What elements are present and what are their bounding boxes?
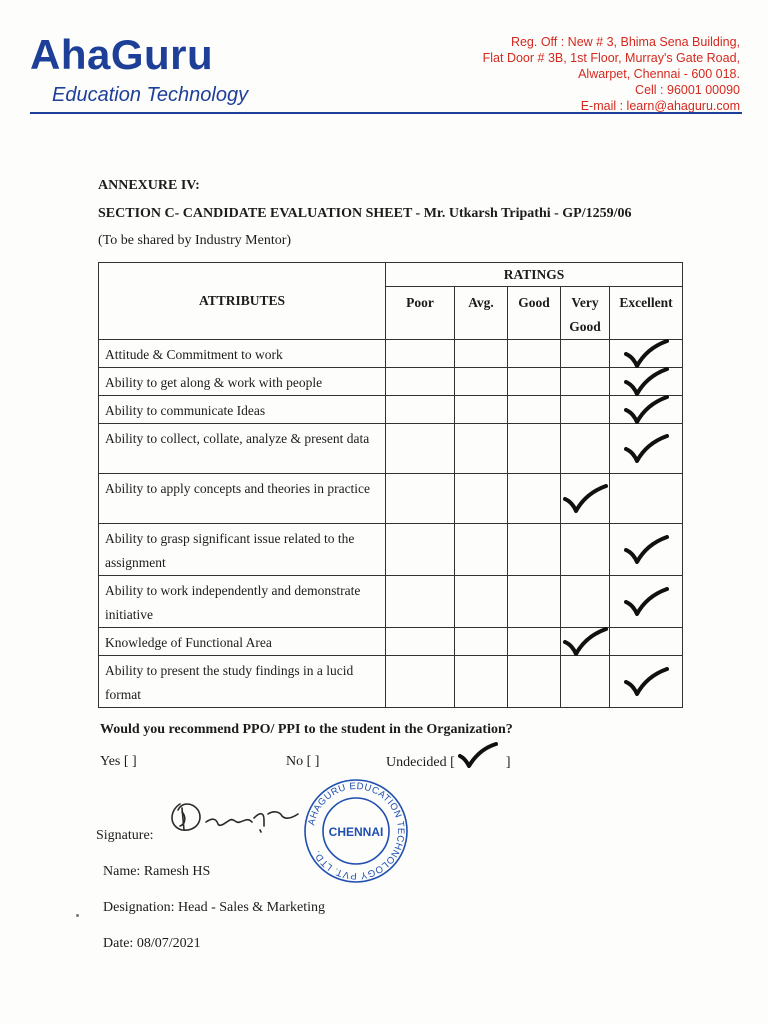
rating-cell xyxy=(455,656,508,708)
mentor-note: (To be shared by Industry Mentor) xyxy=(98,233,292,248)
rating-cell xyxy=(610,524,683,576)
table-row xyxy=(99,656,683,708)
seal-outer-text: AHAGURU EDUCATION TECHNOLOGY PVT. LTD. xyxy=(306,780,407,882)
rating-cell xyxy=(386,424,455,474)
rating-cell xyxy=(386,524,455,576)
table-row xyxy=(99,576,683,628)
annexure-heading: ANNEXURE IV: xyxy=(98,178,200,193)
rating-cell xyxy=(561,396,610,424)
attribute-label: Ability to get along & work with people xyxy=(99,368,386,396)
table-row xyxy=(99,474,683,524)
attribute-label: Knowledge of Functional Area xyxy=(99,628,386,656)
rating-cell xyxy=(561,576,610,628)
undecided-close: ] xyxy=(505,755,511,771)
check-mark-icon xyxy=(562,627,608,657)
rating-cell xyxy=(508,656,561,708)
rating-cell xyxy=(610,396,683,424)
attribute-label: Ability to apply concepts and theories in practice xyxy=(99,474,386,524)
rating-cell xyxy=(386,576,455,628)
rating-cell xyxy=(455,340,508,368)
rating-cell xyxy=(508,340,561,368)
undecided-tick xyxy=(458,754,502,772)
rating-label-very-good: Very Good xyxy=(561,287,610,340)
rating-cell xyxy=(455,628,508,656)
rating-cell xyxy=(561,656,610,708)
check-mark-icon xyxy=(562,484,608,514)
rating-cell xyxy=(508,424,561,474)
letterhead-logo xyxy=(30,31,249,106)
attributes-header: ATTRIBUTES xyxy=(99,263,386,340)
recommendation-question: Would you recommend PPO/ PPI to the student in the Organization? xyxy=(100,722,513,737)
option-undecided[interactable] xyxy=(386,754,510,772)
rating-cell xyxy=(561,424,610,474)
rating-cell xyxy=(610,424,683,474)
rating-cell xyxy=(386,368,455,396)
section-title: SECTION C- CANDIDATE EVALUATION SHEET - Mr. Utkarsh Tripathi - GP/1259/06 xyxy=(98,206,632,221)
table-row xyxy=(99,424,683,474)
ink-dot xyxy=(76,914,79,917)
rating-cell xyxy=(386,474,455,524)
rating-cell xyxy=(610,474,683,524)
attribute-label: Ability to collect, collate, analyze & present data xyxy=(99,424,386,474)
table-row xyxy=(99,396,683,424)
signer-name: Name: Ramesh HS xyxy=(103,864,211,879)
table-row xyxy=(99,524,683,576)
rating-cell xyxy=(610,576,683,628)
rating-cell xyxy=(561,474,610,524)
check-mark-icon xyxy=(456,742,500,768)
option-no[interactable]: No [ ] xyxy=(286,754,320,769)
attribute-label: Ability to grasp significant issue related to the assignment xyxy=(99,524,386,576)
rating-cell xyxy=(561,524,610,576)
rating-cell xyxy=(561,340,610,368)
rating-cell xyxy=(508,576,561,628)
address-line: Alwarpet, Chennai - 600 018. xyxy=(578,67,740,81)
signature-label: Signature: xyxy=(96,828,154,843)
table-row xyxy=(99,628,683,656)
undecided-label: Undecided [ xyxy=(386,755,455,771)
evaluation-table xyxy=(98,262,683,708)
rating-cell xyxy=(455,524,508,576)
rating-cell xyxy=(508,368,561,396)
rating-cell xyxy=(561,628,610,656)
seal-center-text: CHENNAI xyxy=(328,825,384,839)
attribute-label: Ability to communicate Ideas xyxy=(99,396,386,424)
rating-cell xyxy=(508,524,561,576)
rating-cell xyxy=(455,396,508,424)
rating-cell xyxy=(610,656,683,708)
logo-tagline: Education Technology xyxy=(52,84,249,106)
rating-cell xyxy=(386,656,455,708)
attribute-label: Attitude & Commitment to work xyxy=(99,340,386,368)
check-mark-icon xyxy=(623,395,669,425)
rating-label-poor: Poor xyxy=(386,287,455,340)
rating-cell xyxy=(508,628,561,656)
logo-wordmark: AhaGuru xyxy=(30,31,214,78)
signer-designation: Designation: Head - Sales & Marketing xyxy=(103,900,326,915)
rating-cell xyxy=(455,474,508,524)
address-line: Flat Door # 3B, 1st Floor, Murray's Gate Road, xyxy=(482,51,740,65)
rating-cell xyxy=(386,340,455,368)
rating-label-good: Good xyxy=(508,287,561,340)
letterhead-divider xyxy=(30,112,742,114)
rating-cell xyxy=(455,368,508,396)
address-line: Cell : 96001 00090 xyxy=(635,83,740,97)
check-mark-icon xyxy=(623,339,669,369)
rating-cell xyxy=(610,628,683,656)
option-yes[interactable]: Yes [ ] xyxy=(100,754,137,769)
rating-cell xyxy=(386,628,455,656)
rating-cell xyxy=(455,424,508,474)
address-line: Reg. Off : New # 3, Bhima Sena Building, xyxy=(510,35,740,49)
check-mark-icon xyxy=(623,535,669,565)
rating-label-excellent: Excellent xyxy=(610,287,683,340)
letterhead-address xyxy=(483,34,740,114)
check-mark-icon xyxy=(623,667,669,697)
attribute-label: Ability to present the study findings in a lucid format xyxy=(99,656,386,708)
handwritten-signature xyxy=(160,790,300,846)
attribute-label: Ability to work independently and demonstrate initiative xyxy=(99,576,386,628)
address-line: E-mail : learn@ahaguru.com xyxy=(580,99,740,113)
table-row xyxy=(99,340,683,368)
signoff-date: Date: 08/07/2021 xyxy=(103,936,201,951)
rating-cell xyxy=(610,368,683,396)
rating-cell xyxy=(561,368,610,396)
rating-cell xyxy=(386,396,455,424)
check-mark-icon xyxy=(623,587,669,617)
table-row xyxy=(99,368,683,396)
ratings-header: RATINGS xyxy=(386,263,683,287)
check-mark-icon xyxy=(623,434,669,464)
rating-cell xyxy=(508,396,561,424)
rating-cell xyxy=(508,474,561,524)
check-mark-icon xyxy=(623,367,669,397)
rating-label-avg: Avg. xyxy=(455,287,508,340)
rating-cell xyxy=(610,340,683,368)
rating-cell xyxy=(455,576,508,628)
company-seal xyxy=(296,778,416,884)
